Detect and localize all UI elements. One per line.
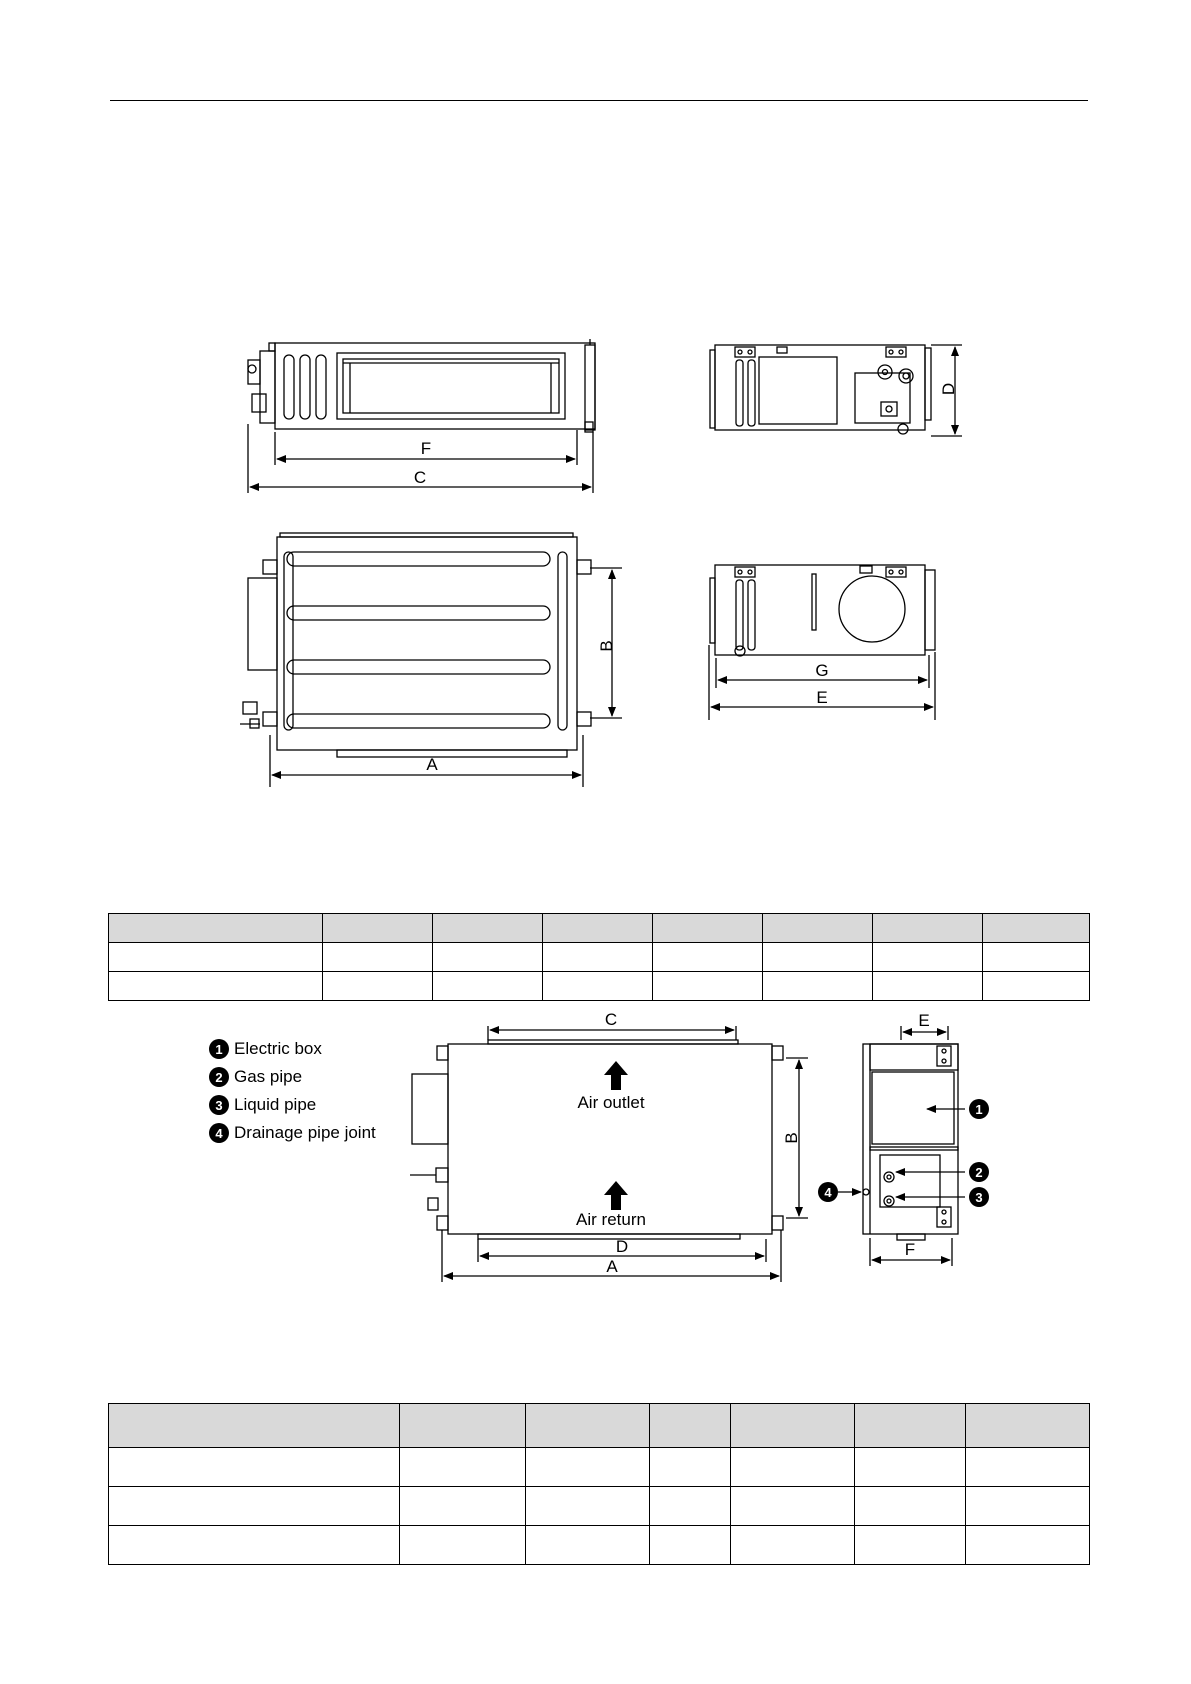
legend-item-liquid-pipe	[209, 1091, 376, 1119]
dim-label-a: A	[606, 1257, 618, 1276]
legend-label: Drainage pipe joint	[234, 1123, 376, 1142]
table-row	[109, 1448, 1090, 1487]
callout-4: 4	[824, 1185, 832, 1200]
dim-label-g: G	[815, 661, 829, 680]
air-return-arrow	[604, 1181, 628, 1210]
dim-label-d: D	[939, 382, 958, 396]
callout-2: 2	[975, 1165, 983, 1180]
callout-1: 1	[975, 1102, 983, 1117]
dim-label-e: E	[816, 688, 828, 707]
table-header-row	[109, 1404, 1090, 1448]
dim-label-e: E	[918, 1011, 930, 1030]
legend-label: Electric box	[234, 1039, 322, 1058]
legend-label: Gas pipe	[234, 1067, 303, 1086]
air-return-label: Air return	[576, 1210, 646, 1229]
legend-item-drainage-pipe-joint	[209, 1119, 376, 1147]
table-row	[109, 1487, 1090, 1526]
legend-label: Liquid pipe	[234, 1095, 317, 1114]
legend-number: 3	[209, 1095, 229, 1115]
legend-item-electric-box	[209, 1035, 376, 1063]
main-side-view	[838, 1026, 965, 1266]
dim-label-d: D	[615, 1237, 629, 1256]
legend-number: 4	[209, 1123, 229, 1143]
component-legend	[209, 1035, 376, 1147]
dim-label-f: F	[904, 1240, 916, 1259]
main-view	[410, 1026, 808, 1282]
dim-label-b: B	[597, 640, 616, 652]
dim-label-c: C	[604, 1010, 618, 1029]
dimension-table-2	[108, 1403, 1090, 1565]
callout-3: 3	[975, 1190, 983, 1205]
dim-label-c: C	[413, 468, 427, 487]
air-outlet-arrow	[604, 1061, 628, 1090]
dim-label-b: B	[782, 1132, 801, 1144]
legend-item-gas-pipe	[209, 1063, 376, 1091]
table-row	[109, 1526, 1090, 1565]
callout-markers	[818, 1099, 989, 1207]
legend-number: 2	[209, 1067, 229, 1087]
dim-label-a: A	[426, 755, 438, 774]
legend-number: 1	[209, 1039, 229, 1059]
air-outlet-label: Air outlet	[577, 1093, 645, 1112]
dim-label-f: F	[420, 439, 432, 458]
